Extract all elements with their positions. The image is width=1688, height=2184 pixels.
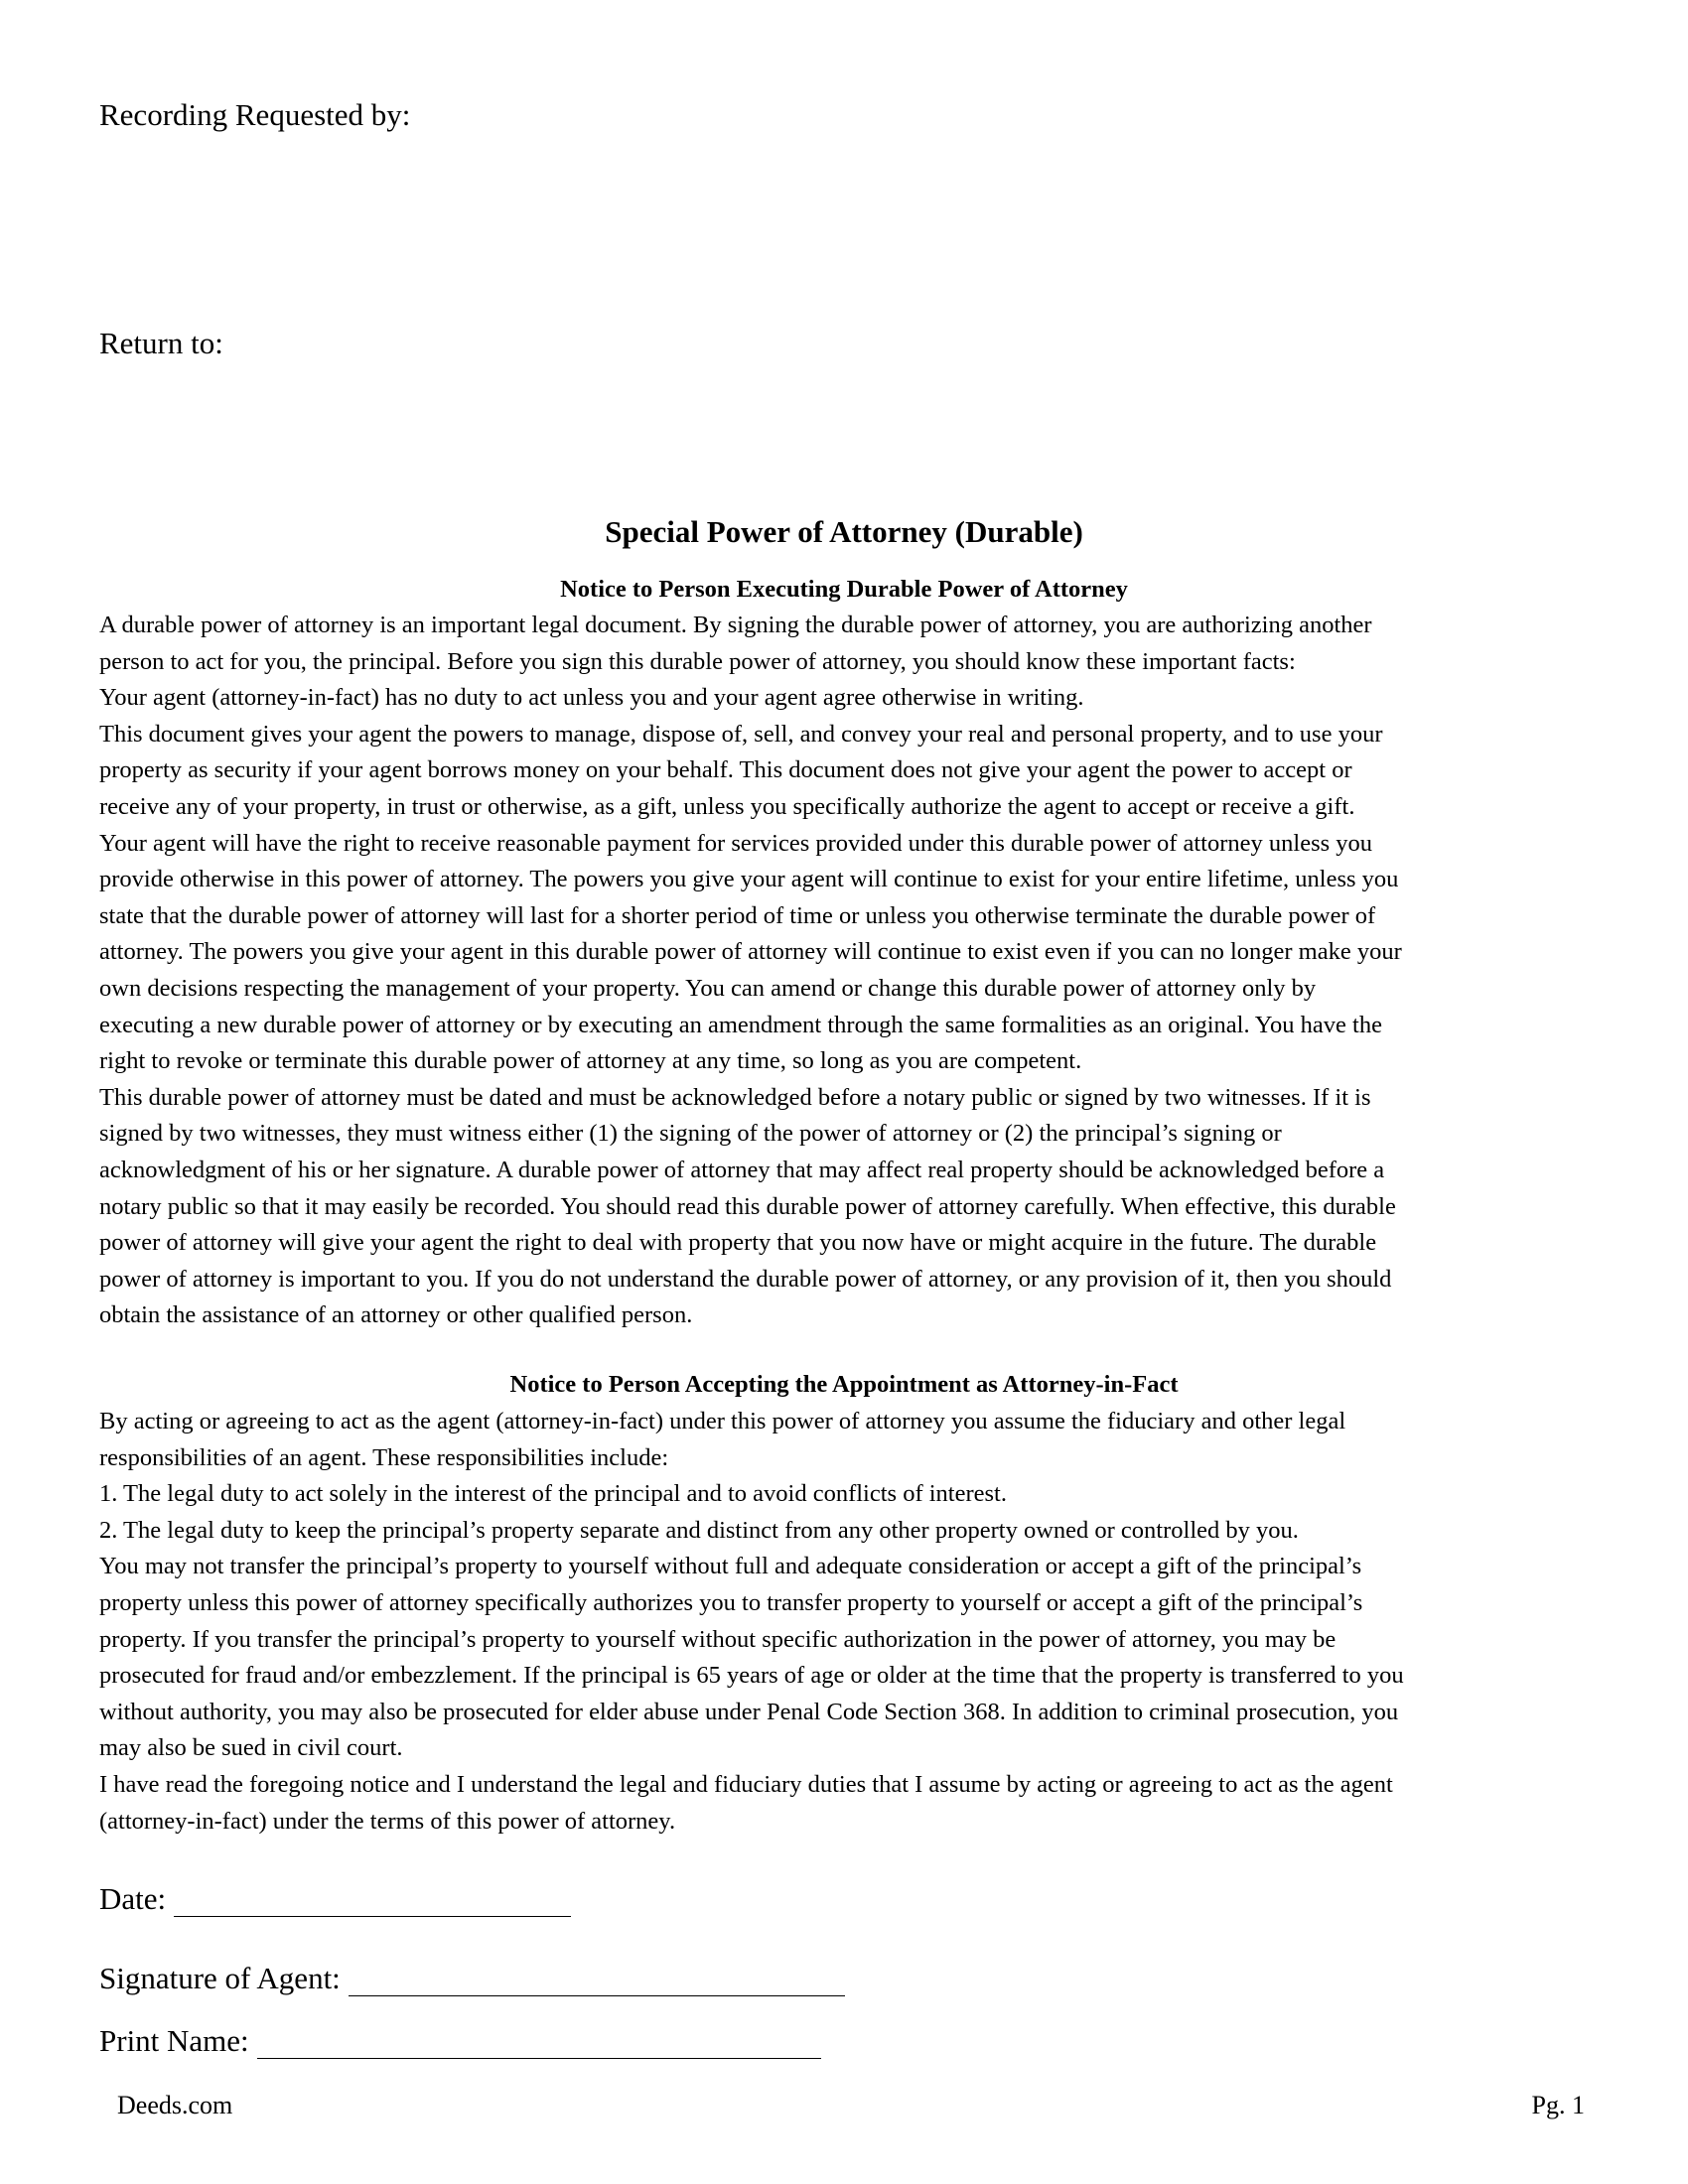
body-line: property as security if your agent borrows money on your behalf. This document does not give your agent the power to accept or (99, 756, 1352, 784)
body-line: A durable power of attorney is an important legal document. By signing the durable power of attorney, you are authorizing another (99, 612, 1372, 638)
body-line: This document gives your agent the powers to manage, dispose of, sell, and convey your real and personal property, and to use your (99, 720, 1383, 748)
body-line: responsibilities of an agent. These responsibilities include: (99, 1443, 669, 1471)
body-line: prosecuted for fraud and/or embezzlement. If the principal is 65 years of age or older at the time that the property is transferred to you (99, 1662, 1404, 1690)
body-line: power of attorney will give your agent the right to deal with property that you now have or might acquire in the future. The durable (99, 1229, 1377, 1257)
body-line: state that the durable power of attorney will last for a shorter period of time or unless you otherwise terminate the durable power of (99, 901, 1376, 929)
print-name-label: Print Name: (99, 2023, 249, 2058)
body-line: 1. The legal duty to act solely in the interest of the principal and to avoid conflicts of interest. (99, 1480, 1007, 1508)
body-line: provide otherwise in this power of attorney. The powers you give your agent will continue to exist for your entire lifetime, unless you (99, 866, 1399, 893)
body-line: executing a new durable power of attorney or by executing an amendment through the same formalities as an original. You have the (99, 1011, 1382, 1038)
body-line: attorney. The powers you give your agent in this durable power of attorney will continue to exist even if you can no longer make your (99, 938, 1402, 966)
body-line: may also be sued in civil court. (99, 1734, 403, 1762)
body-line: You may not transfer the principal’s property to yourself without full and adequate consideration or accept a gift of the principal’s (99, 1553, 1362, 1580)
body-line: without authority, you may also be prosecuted for elder abuse under Penal Code Section 368. In addition to criminal prosecution, you (99, 1698, 1399, 1725)
body-line: acknowledgment of his or her signature. A durable power of attorney that may affect real property should be acknowledged before a (99, 1157, 1385, 1183)
notice-accepting-heading: Notice to Person Accepting the Appointment as Attorney-in-Fact (509, 1371, 1179, 1398)
body-line: person to act for you, the principal. Before you sign this durable power of attorney, you should know these important facts: (99, 647, 1296, 675)
body-line: Your agent will have the right to receive reasonable payment for services provided under this durable power of attorney unless you (99, 829, 1373, 857)
document-title: Special Power of Attorney (Durable) (605, 514, 1083, 549)
date-field[interactable] (99, 1881, 571, 1917)
return-to-label: Return to: (99, 326, 223, 360)
body-line: By acting or agreeing to act as the agent (attorney-in-fact) under this power of attorney you assume the fiduciary and other legal (99, 1408, 1346, 1434)
body-line: own decisions respecting the management of your property. You can amend or change this durable power of attorney only by (99, 975, 1317, 1002)
agent-signature-line[interactable] (349, 1970, 845, 1996)
body-line: This durable power of attorney must be dated and must be acknowledged before a notary public or signed by two witnesses. If it is (99, 1083, 1371, 1111)
body-line: signed by two witnesses, they must witness either (1) the signing of the power of attorney or (2) the principal’s signing or (99, 1120, 1282, 1148)
body-line: 2. The legal duty to keep the principal’s property separate and distinct from any other property owned or controlled by you. (99, 1516, 1299, 1544)
date-label: Date: (99, 1881, 167, 1916)
body-line: receive any of your property, in trust or otherwise, as a gift, unless you specifically authorize the agent to accept or receive a gift. (99, 793, 1355, 820)
body-line: power of attorney is important to you. If you do not understand the durable power of attorney, or any provision of it, then you should (99, 1265, 1392, 1293)
body-line: notary public so that it may easily be recorded. You should read this durable power of attorney carefully. When effective, this durable (99, 1192, 1396, 1220)
body-line: property. If you transfer the principal’s property to yourself without specific authorization in the power of attorney, you may be (99, 1625, 1336, 1653)
body-line: obtain the assistance of an attorney or other qualified person. (99, 1301, 693, 1329)
footer-page-number: Pg. 1 (1531, 2091, 1585, 2119)
body-line: Your agent (attorney-in-fact) has no duty to act unless you and your agent agree otherwise in writing. (99, 684, 1084, 712)
body-line: (attorney-in-fact) under the terms of this power of attorney. (99, 1807, 676, 1835)
body-line: I have read the foregoing notice and I understand the legal and fiduciary duties that I assume by acting or agreeing to act as the agent (99, 1771, 1393, 1798)
agent-signature-field[interactable] (99, 1961, 845, 1996)
recording-requested-by-label: Recording Requested by: (99, 97, 411, 132)
agent-signature-label: Signature of Agent: (99, 1961, 341, 1995)
date-signature-line[interactable] (174, 1890, 571, 1917)
print-name-field[interactable] (99, 2023, 821, 2059)
body-line: right to revoke or terminate this durable power of attorney at any time, so long as you are competent. (99, 1047, 1082, 1075)
body-line: property unless this power of attorney specifically authorizes you to transfer property to yourself or accept a gift of the principal’s (99, 1589, 1363, 1616)
print-name-line[interactable] (257, 2032, 821, 2059)
notice-executing-heading: Notice to Person Executing Durable Power of Attorney (560, 576, 1128, 603)
footer-brand: Deeds.com (117, 2091, 233, 2119)
